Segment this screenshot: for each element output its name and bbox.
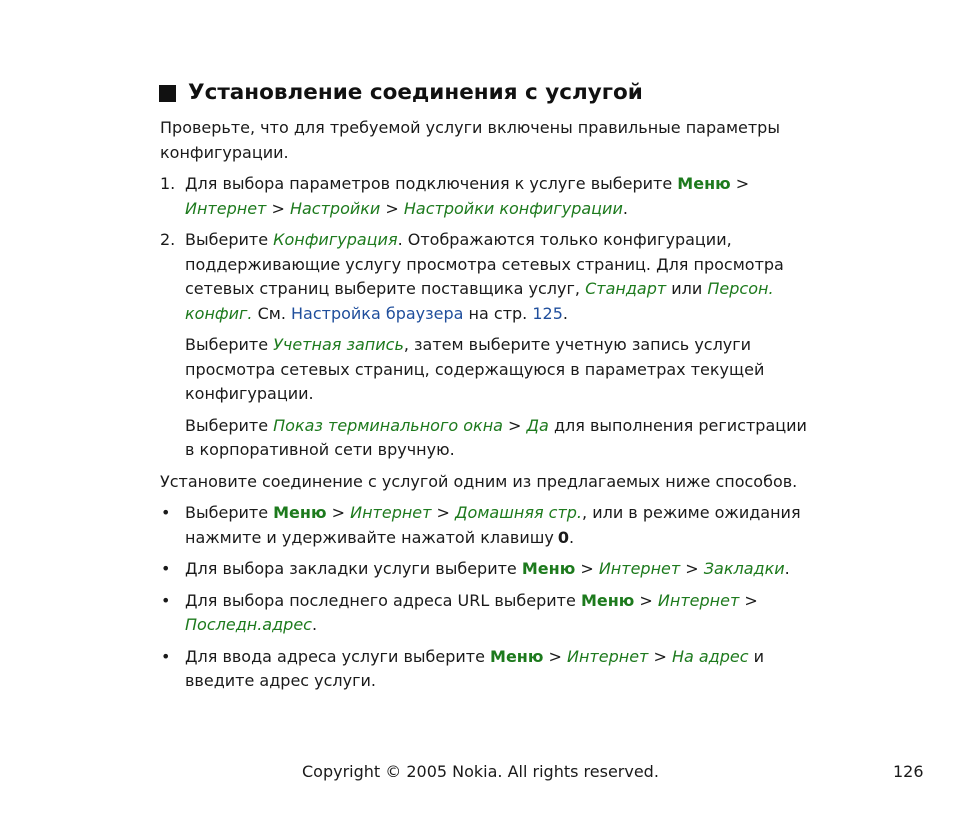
sub-text: Выберите [185,415,274,435]
step-2 [160,228,810,326]
sub-text: для выполнения регистрации в корпоративной сети вручную. [185,415,807,459]
option-internet: Интернет [185,198,267,218]
section-title: Установление соединения с услугой [188,80,643,105]
bullet-icon: • [161,590,171,610]
option-internet: Интернет [657,590,740,610]
option-account: Учетная запись [273,335,404,354]
page-number: 126 [893,762,924,781]
option-last-address: Последн.адрес [185,615,312,634]
option-personal-config: Персон. конфиг. [185,279,774,323]
intro-paragraph: Проверьте, что для требуемой услуги включены правильные параметры конфигурации. [160,118,780,162]
separator: > [502,415,527,435]
bullet-icon: • [161,646,171,666]
bullet-text: Для выбора последнего адреса URL выберите [185,590,581,610]
bullet-go-to-address [160,645,810,694]
bullet-icon: • [161,503,171,522]
separator: > [648,646,672,666]
key-zero: 0 [557,527,569,547]
option-internet: Интернет [567,646,649,666]
option-terminal-window: Показ терминального окна [273,415,503,435]
copyright-notice: Copyright © 2005 Nokia. All rights reserved. [302,762,659,781]
step-2-terminal [160,414,810,463]
connect-intro: Установите соединение с услугой одним из предлагаемых ниже способов. [160,471,798,491]
menu-label: Меню [521,559,576,578]
bullet-text: и введите адрес услуги. [185,646,765,690]
menu-label: Меню [677,174,731,193]
separator: > [543,646,567,666]
option-configuration: Конфигурация [273,230,398,249]
separator: > [739,590,758,610]
bullet-text: , или в режиме ожидания нажмите и удерживайте нажатой клавишу [185,503,801,547]
separator: > [575,559,599,578]
option-go-to-address: На адрес [671,646,749,666]
punctuation: . [311,615,318,634]
step-text: См. [252,303,291,323]
option-settings: Настройки [289,198,381,218]
bullet-text: Для выбора закладки услуги выберите [185,559,522,578]
section-heading [159,78,810,108]
sub-text: , затем выберите учетную запись услуги просмотра сетевых страниц, содержащуюся в параметрах текущей конфигурации. [185,335,765,403]
step-text: Для выбора параметров подключения к услуге выберите [185,174,678,193]
separator: > [431,503,456,522]
menu-label: Меню [580,590,635,610]
punctuation: . [562,303,568,323]
bullet-bookmarks [160,557,810,582]
option-config-settings: Настройки конфигурации [403,198,623,218]
step-text: или [666,279,708,298]
punctuation: . [568,527,575,547]
separator: > [634,590,658,610]
separator: > [680,559,704,578]
separator: > [266,198,290,218]
step-text: на стр. [463,303,533,323]
separator: > [326,503,351,522]
bullet-last-address [160,589,810,638]
square-bullet-icon [159,85,176,102]
separator: > [730,174,750,193]
document-page [160,78,810,701]
separator: > [380,198,404,218]
option-standard: Стандарт [585,279,667,298]
page-link[interactable]: 125 [532,303,563,323]
bullet-text: Выберите [185,503,274,522]
step-1 [160,172,810,221]
option-yes: Да [526,415,549,435]
option-internet: Интернет [350,503,432,522]
browser-settings-link[interactable]: Настройка браузера [290,303,464,323]
bullet-text: Для ввода адреса услуги выберите [185,646,491,666]
option-homepage: Домашняя стр. [455,503,583,522]
sub-text: Выберите [185,335,274,354]
bullet-icon: • [161,559,171,578]
option-bookmarks: Закладки [703,559,785,578]
punctuation: . [622,198,628,218]
punctuation: . [784,559,790,578]
step-text: . Отображаются только конфигурации, поддерживающие услугу просмотра сетевых страниц. Для просмотра сетевых страниц выберите поставщика услуг, [185,230,784,298]
option-internet: Интернет [598,559,681,578]
bullet-homepage [160,501,810,550]
step-text: Выберите [185,230,274,249]
step-2-account [160,333,810,407]
menu-label: Меню [273,503,327,522]
step-number: 2. [160,230,176,249]
step-number: 1. [160,174,176,193]
menu-label: Меню [490,646,544,666]
